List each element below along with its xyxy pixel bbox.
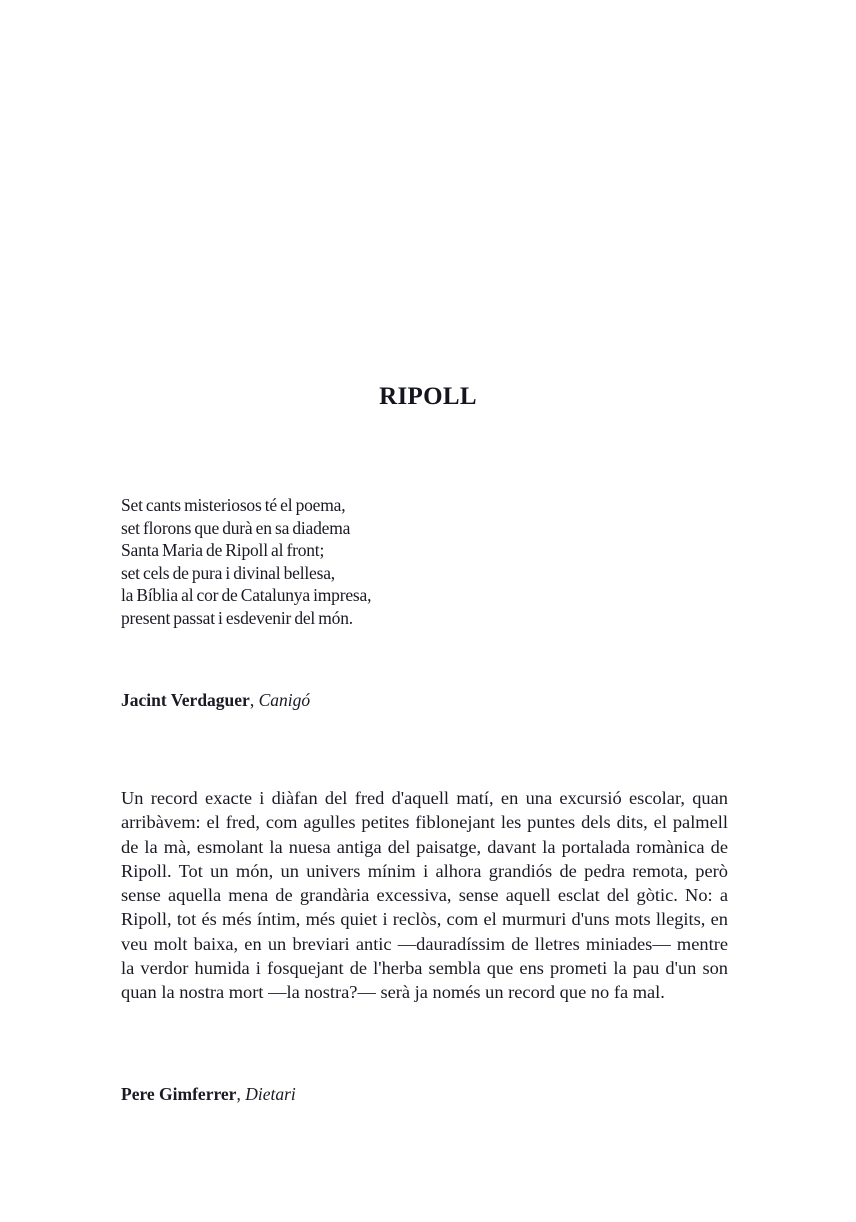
- attribution-separator: ,: [236, 1084, 246, 1104]
- poem-author: Jacint Verdaguer: [121, 690, 250, 710]
- prose-author: Pere Gimferrer: [121, 1084, 237, 1104]
- page-title: RIPOLL: [379, 382, 477, 410]
- poem-epigraph: [121, 494, 371, 630]
- poem-line: set florons que durà en sa diadema: [121, 517, 351, 538]
- poem-line: Set cants misteriosos té el poema,: [121, 495, 346, 515]
- poem-line: Santa Maria de Ripoll al front;: [121, 540, 325, 561]
- poem-line: present passat i esdevenir del món.: [121, 607, 353, 628]
- poem-attribution: [121, 690, 310, 711]
- prose-attribution: [121, 1084, 296, 1105]
- prose-excerpt: Un record exacte i diàfan del fred d'aquell matí, en una excursió escolar, quan arribàvem: el fred, com agulles petites fiblonejant les puntes dels dits, el palmell de la mà, esmolant la nuesa antiga del paisatge, davant la portalada romànica de Ripoll. Tot un món, un univers mínim i alhora grandiós de pedra remota, però sense aquella mena de grandària excessiva, sense aquell esclat del gòtic. No: a Ripoll, tot és més íntim, més quiet i reclòs, com el murmuri d'uns mots llegits, en veu molt baixa, en un breviari antic —dauradíssim de lletres miniades— mentre la verdor humida i fosquejant de l'herba sembla que ens prometi la pau d'un son quan la nostra mort —la nostra?— serà ja només un record que no fa mal.: [121, 788, 728, 1003]
- poem-work-title: Canigó: [258, 690, 311, 710]
- poem-line: la Bíblia al cor de Catalunya impresa,: [121, 585, 372, 606]
- poem-line: set cels de pura i divinal bellesa,: [121, 562, 335, 583]
- attribution-separator: ,: [249, 690, 259, 710]
- prose-work-title: Dietari: [245, 1084, 296, 1104]
